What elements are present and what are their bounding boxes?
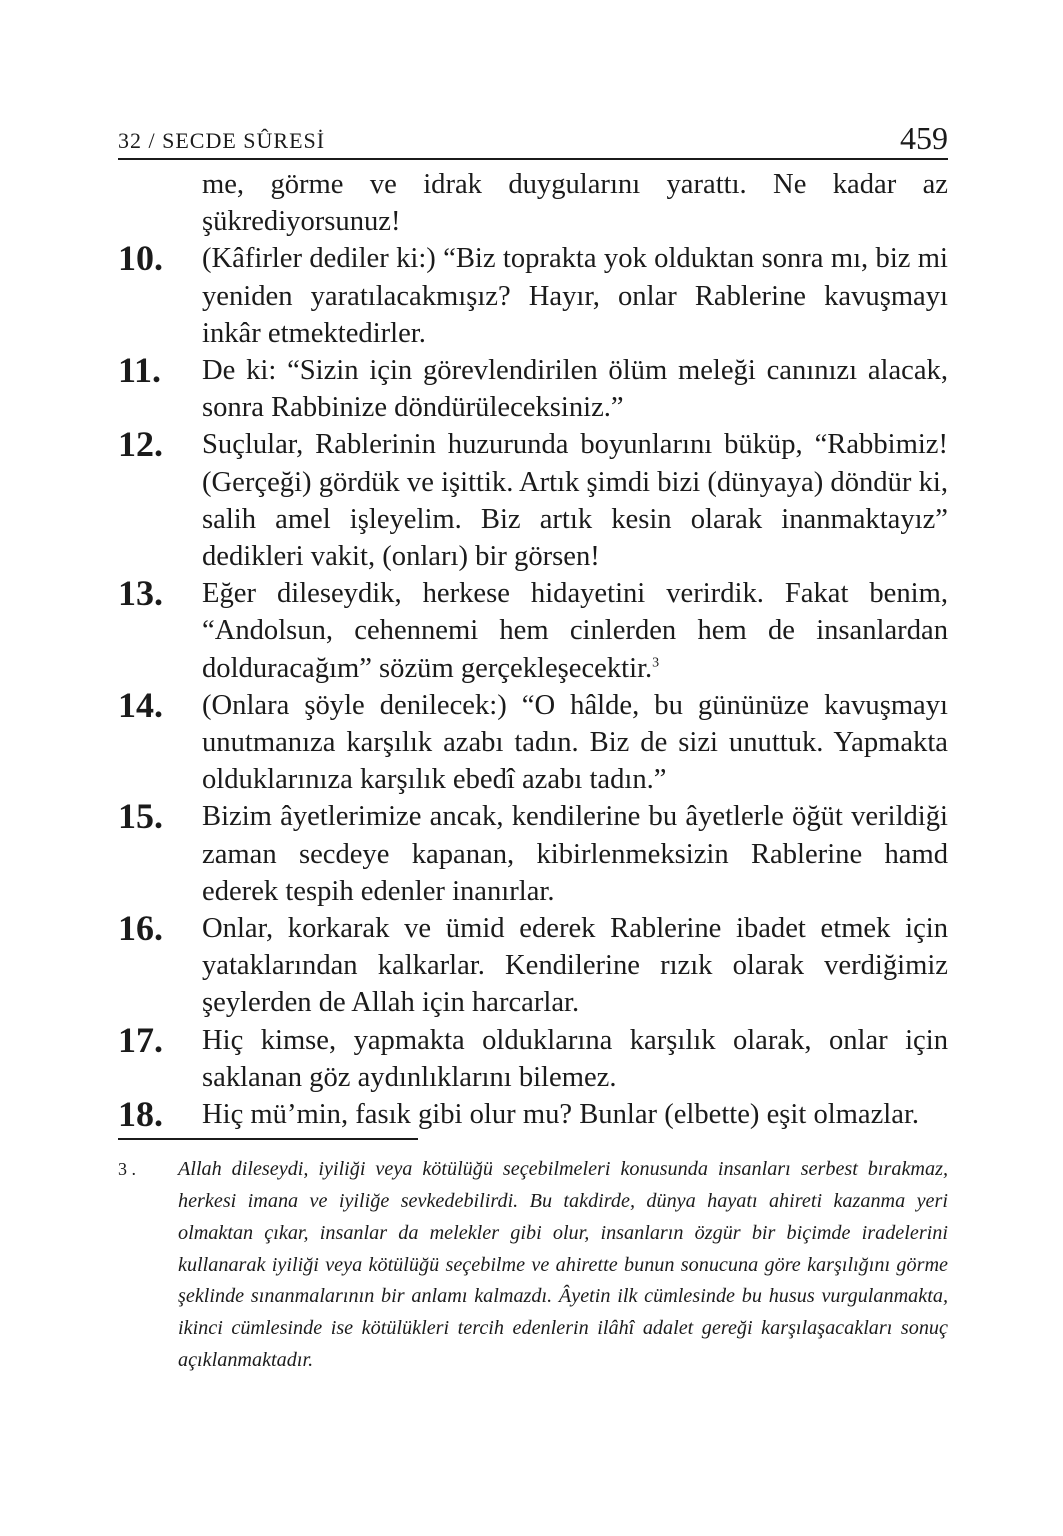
verse-17	[118, 1019, 948, 1096]
verse-15	[118, 798, 948, 910]
verse-text: me, görme ve idrak duygularını yarattı. Ne kadar az şükrediyorsunuz!	[202, 169, 948, 238]
verse-11	[118, 352, 948, 426]
verse-number: 15.	[118, 796, 163, 837]
verse-14	[118, 684, 948, 799]
verse-text: Suçlular, Rablerinin huzurunda boyunlarını büküp, “Rabbimiz! (Gerçeği) gördük ve işittik. Artık şimdi bizi (dünyaya) döndür ki, salih amel işleyelim. Biz artık kesin olarak inanmaktayız” dedikleri vakit, (onları) bir görsen!	[202, 429, 948, 573]
page-header	[118, 112, 948, 160]
verse-text: (Onlara şöyle denilecek:) “O hâlde, bu gününüze kavuşmayı unutmanıza karşılık azabı tadın. Biz de sizi unuttuk. Yapmakta olduklarınıza karşılık ebedî azabı tadın.”	[202, 689, 948, 796]
footnote-text: Allah dileseydi, iyiliği veya kötülüğü seçebilmeleri konusunda insanları serbest bırakmaz, herkesi imana ve iyiliğe sevkedebilirdi. Bu takdirde, dünya hayatı ahireti kazanma yeri olmaktan çıkar, insanlar da melekler gibi olur, insanların özgür bir biçimde iradelerini kullanarak iyiliği veya kötülüğü seçebilme ve ahirette bunun sonucuna göre karşılığını görme şeklinde sınanmalarının bir anlamı kalmazdı. Âyetin ilk cümlesinde bu husus vurgulanmakta, ikinci cümlesinde ise kötülükleri tercih edenlerin ilâhî adalet gereği karşılaşacakları sonuç açıklanmaktadır.	[178, 1158, 948, 1372]
verse-number: 13.	[118, 573, 163, 614]
verse-number: 16.	[118, 908, 163, 949]
verse-number: 12.	[118, 424, 163, 465]
footnote	[118, 1154, 948, 1377]
book-page	[118, 112, 948, 1377]
verse-number: 17.	[118, 1019, 163, 1060]
footnote-divider	[118, 1138, 418, 1140]
verse-continuation	[118, 166, 948, 240]
verse-text: De ki: “Sizin için görevlendirilen ölüm meleği canınızı alacak, sonra Rabbinize döndürüleceksiniz.”	[202, 355, 948, 424]
verse-text-wrapper	[202, 575, 948, 687]
verse-text: Bizim âyetlerimize ancak, kendilerine bu âyetlerle öğüt verildiği zaman secdeye kapanan, kibirlenmeksizin Rablerine hamd ederek tespih edenler inanırlar.	[202, 801, 948, 907]
verse-16	[118, 910, 948, 1022]
verse-13	[118, 575, 948, 687]
running-head: 32 / SECDE SÛRESİ	[118, 128, 326, 153]
verse-number: 10.	[118, 238, 163, 279]
verse-number: 14.	[118, 684, 163, 725]
verse-number: 11.	[118, 350, 162, 391]
footnote-reference[interactable]: 3	[652, 655, 660, 671]
verse-text: Eğer dileseydik, herkese hidayetini verirdik. Fakat benim, “Andolsun, cehennemi hem cinlerden hem de insanlardan dolduracağım” sözüm gerçekleşecektir.	[202, 578, 948, 684]
verse-12	[118, 426, 948, 575]
footnote-mark: 3 .	[118, 1159, 136, 1180]
verse-text: Hiç kimse, yapmakta olduklarına karşılık olarak, onlar için saklanan göz aydınlıklarını bilemez.	[202, 1024, 948, 1093]
verse-number: 18.	[118, 1094, 163, 1135]
page-number: 459	[900, 120, 948, 156]
verse-text: Hiç mü’min, fasık gibi olur mu? Bunlar (elbette) eşit olmazlar.	[202, 1099, 920, 1131]
verse-text: (Kâfirler dediler ki:) “Biz toprakta yok olduktan sonra mı, biz mi yeniden yaratılacakmışız? Hayır, onlar Rablerine kavuşmayı inkâr etmektedirler.	[202, 243, 948, 349]
verse-18	[118, 1096, 948, 1133]
verse-list	[118, 166, 948, 1133]
verse-text: Onlar, korkarak ve ümid ederek Rablerine ibadet etmek için yataklarından kalkarlar. Kendilerine rızık olarak verdiğimiz şeylerden de Allah için harcarlar.	[202, 913, 948, 1019]
verse-10	[118, 240, 948, 352]
